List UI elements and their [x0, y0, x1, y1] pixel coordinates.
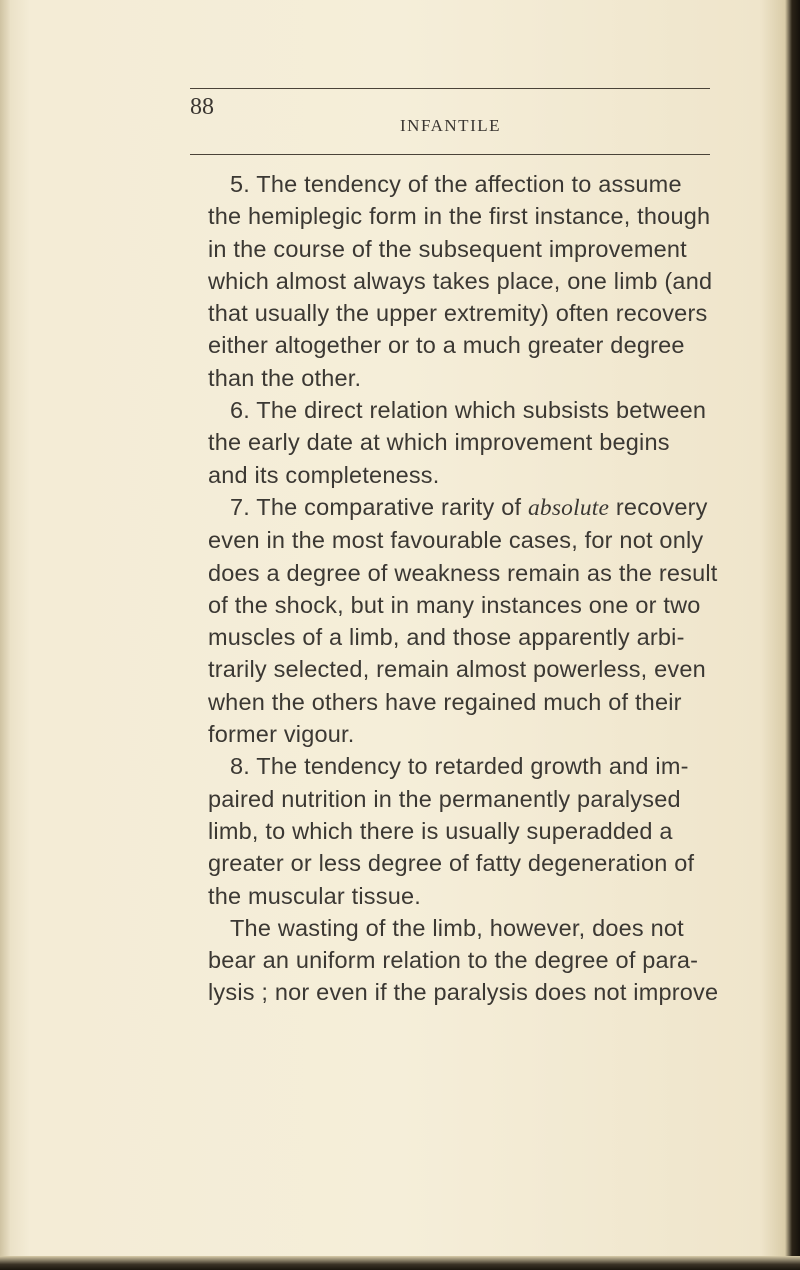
- paragraph-8: [208, 750, 738, 911]
- header-rule-top: [190, 88, 710, 89]
- text-line: bear an uniform relation to the degree of para-: [208, 947, 699, 974]
- text-line: the hemiplegic form in the first instance, though: [208, 203, 711, 230]
- body-text: [208, 168, 738, 1009]
- text-line: muscles of a limb, and those apparently arbi-: [208, 624, 685, 651]
- header-rule-bottom: [190, 154, 710, 155]
- text-line: that usually the upper extremity) often recovers: [208, 300, 708, 327]
- text-line: when the others have regained much of their: [208, 688, 682, 715]
- paragraph-wasting: [208, 912, 738, 1009]
- text-line: and its completeness.: [208, 461, 440, 488]
- text-run: recovery: [609, 493, 708, 520]
- text-line: the early date at which improvement begins: [208, 429, 670, 456]
- text-line: even in the most favourable cases, for not only: [208, 527, 704, 554]
- text-line: of the shock, but in many instances one or two: [208, 591, 701, 618]
- text-line: 5. The tendency of the affection to assume: [230, 171, 682, 197]
- running-head: INFANTILE: [400, 116, 501, 135]
- text-line: either altogether or to a much greater degree: [208, 332, 685, 359]
- text-line: does a degree of weakness remain as the result: [208, 559, 718, 586]
- italic-emphasis: absolute: [527, 494, 610, 521]
- text-line: the muscular tissue.: [208, 882, 421, 909]
- text-line: former vigour.: [208, 721, 355, 748]
- text-line: trarily selected, remain almost powerless, even: [208, 656, 706, 683]
- text-line: lysis ; nor even if the paralysis does not improve: [208, 979, 719, 1006]
- text-line: which almost always takes place, one limb (and: [208, 267, 713, 294]
- paragraph-7: [208, 491, 738, 750]
- page-number: 88: [190, 94, 214, 120]
- text-line: than the other.: [208, 364, 362, 391]
- text-line: [208, 491, 738, 524]
- text-line: 6. The direct relation which subsists between: [230, 397, 707, 424]
- text-line: in the course of the subsequent improvement: [208, 235, 687, 262]
- paragraph-6: [208, 394, 738, 491]
- page-gutter-edge: [0, 0, 10, 1270]
- page-bottom-edge: [0, 1256, 800, 1270]
- text-line: 8. The tendency to retarded growth and im-: [230, 753, 689, 780]
- paragraph-5: [208, 168, 738, 394]
- text-line: paired nutrition in the permanently paralysed: [208, 785, 681, 812]
- text-line: limb, to which there is usually superadded a: [208, 817, 673, 844]
- text-run: 7. The comparative rarity of: [230, 493, 528, 520]
- text-line: The wasting of the limb, however, does not: [230, 914, 684, 941]
- text-line: greater or less degree of fatty degeneration of: [208, 850, 695, 877]
